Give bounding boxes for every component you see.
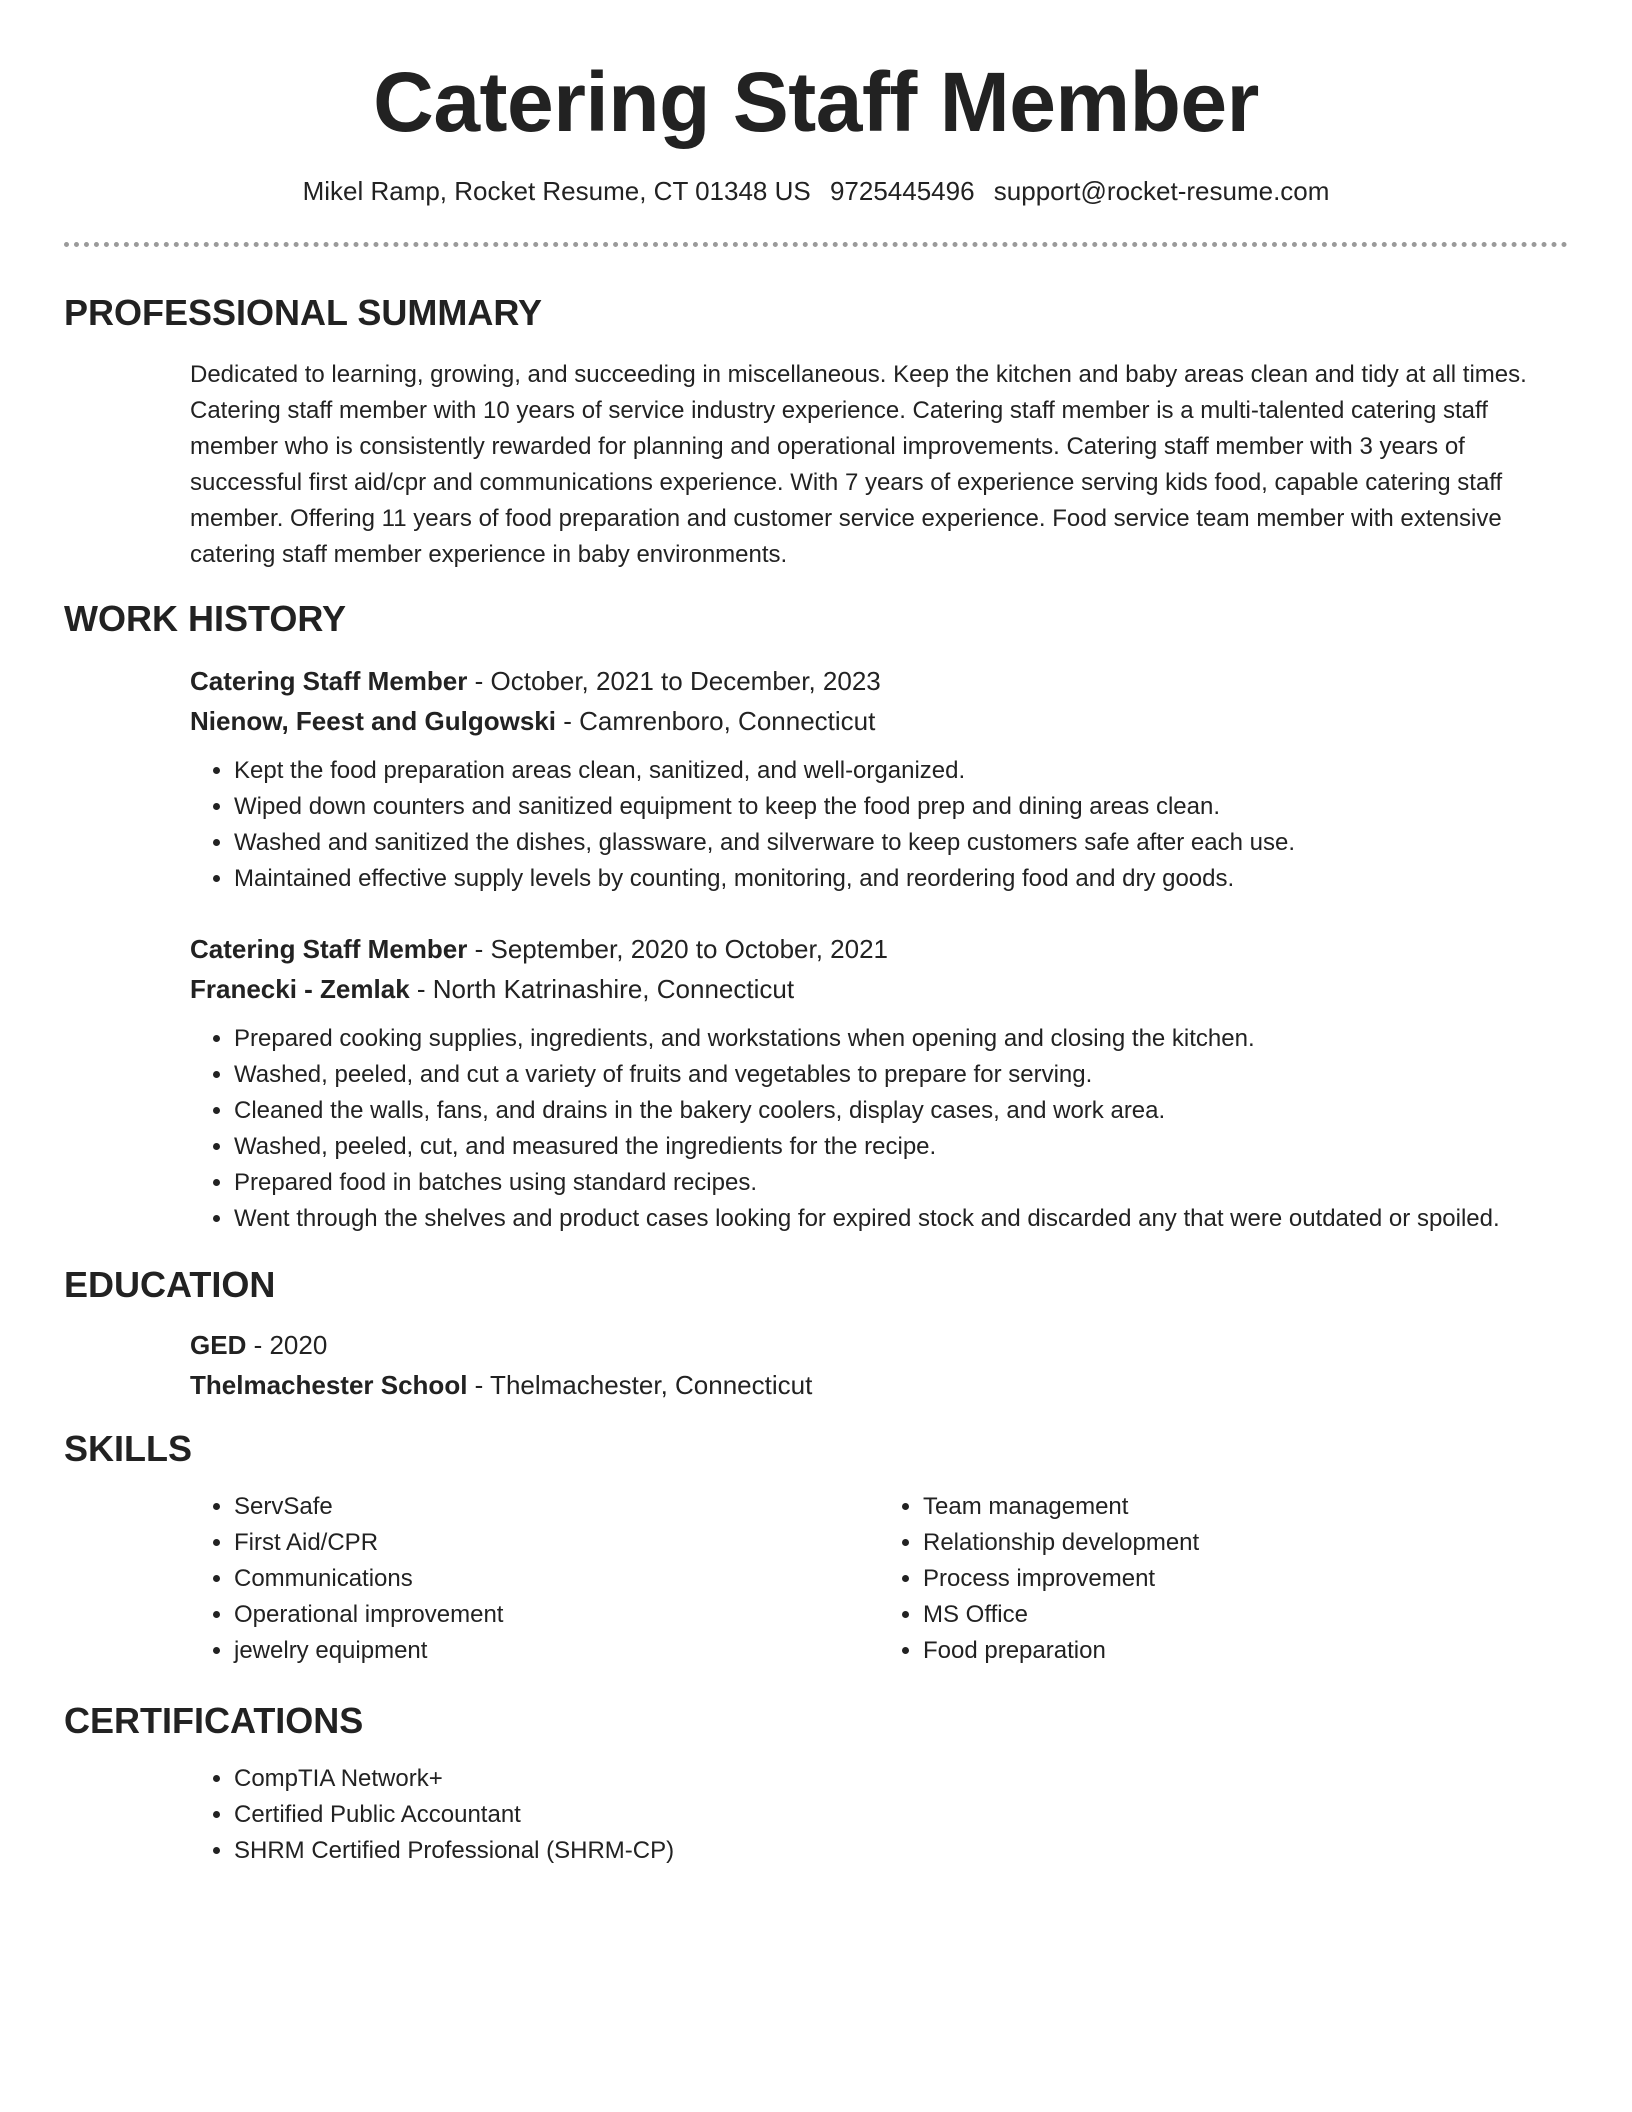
job-company: Nienow, Feest and Gulgowski [190, 706, 556, 736]
degree-line [190, 1325, 1568, 1365]
list-item: • MS Office [923, 1597, 1568, 1633]
skills-list-right [879, 1489, 1568, 1669]
job-location: - North Katrinashire, Connecticut [409, 974, 795, 1004]
skills-section [64, 1427, 1568, 1669]
work-history-section [64, 597, 1568, 1237]
list-item: • Process improvement [923, 1561, 1568, 1597]
list-item: • Washed and sanitized the dishes, glassware, and silverware to keep customers safe after each use. [234, 825, 1568, 861]
list-item: • Cleaned the walls, fans, and drains in the bakery coolers, display cases, and work area. [234, 1093, 1568, 1129]
degree: GED [190, 1330, 247, 1360]
contact-line [64, 174, 1568, 208]
certifications-list [190, 1761, 1568, 1869]
job-duties-list [190, 1021, 1568, 1237]
job-dates: - September, 2020 to October, 2021 [467, 934, 888, 964]
list-item: • Maintained effective supply levels by counting, monitoring, and reordering food and dry goods. [234, 861, 1568, 897]
certifications-heading: CERTIFICATIONS [64, 1700, 364, 1741]
skills-list-left [190, 1489, 879, 1669]
job-duties-list [190, 753, 1568, 897]
contact-phone: 9725445496 [829, 176, 975, 206]
header-divider [64, 242, 1568, 247]
list-item: • First Aid/CPR [234, 1525, 879, 1561]
job-company-line [190, 701, 1568, 741]
list-item: • Went through the shelves and product cases looking for expired stock and discarded any that were outdated or spoiled. [234, 1201, 1568, 1237]
work-history-heading: WORK HISTORY [64, 598, 347, 639]
job-entry [190, 929, 1568, 1237]
list-item: • Communications [234, 1561, 879, 1597]
list-item: • Washed, peeled, and cut a variety of fruits and vegetables to prepare for serving. [234, 1057, 1568, 1093]
job-location: - Camrenboro, Connecticut [555, 706, 876, 736]
contact-address: Mikel Ramp, Rocket Resume, CT 01348 US [302, 176, 811, 206]
list-item: • Wiped down counters and sanitized equipment to keep the food prep and dining areas clean. [234, 789, 1568, 825]
list-item: • Relationship development [923, 1525, 1568, 1561]
list-item: • SHRM Certified Professional (SHRM-CP) [234, 1833, 1568, 1869]
resume-header [64, 0, 1568, 208]
job-company-line [190, 969, 1568, 1009]
job-entry [190, 661, 1568, 897]
education-heading: EDUCATION [64, 1264, 276, 1305]
list-item: • Kept the food preparation areas clean, sanitized, and well-organized. [234, 753, 1568, 789]
summary-heading: PROFESSIONAL SUMMARY [64, 292, 543, 333]
list-item: • Team management [923, 1489, 1568, 1525]
job-company: Franecki - Zemlak [190, 974, 410, 1004]
candidate-name: Catering Staff Member [373, 55, 1259, 149]
school-location: - Thelmachester, Connecticut [467, 1370, 813, 1400]
job-title-line [190, 929, 1568, 969]
school-line [190, 1365, 1568, 1405]
list-item: • Prepared cooking supplies, ingredients, and workstations when opening and closing the kitchen. [234, 1021, 1568, 1057]
resume-page [64, 0, 1568, 1869]
list-item: • CompTIA Network+ [234, 1761, 1568, 1797]
list-item: • Washed, peeled, cut, and measured the ingredients for the recipe. [234, 1129, 1568, 1165]
job-role: Catering Staff Member [190, 934, 468, 964]
school-name: Thelmachester School [190, 1370, 468, 1400]
job-title-line [190, 661, 1568, 701]
list-item: • ServSafe [234, 1489, 879, 1525]
job-role: Catering Staff Member [190, 666, 468, 696]
summary-text: Dedicated to learning, growing, and succeeding in miscellaneous. Keep the kitchen and baby areas clean and tidy at all times. Catering staff member with 10 years of service industry experience. Catering staff member is a multi-talented catering staff member who is consistently rewarded for planning and operational improvements. Catering staff member with 3 years of successful first aid/cpr and communications experience. With 7 years of experience serving kids food, capable catering staff member. Offering 11 years of food preparation and customer service experience. Food service team member with extensive catering staff member experience in baby environments. [190, 361, 1527, 568]
list-item: • Certified Public Accountant [234, 1797, 1568, 1833]
list-item: • Food preparation [923, 1633, 1568, 1669]
skills-heading: SKILLS [64, 1428, 193, 1469]
degree-year: - 2020 [246, 1330, 328, 1360]
contact-email: support@rocket-resume.com [993, 176, 1330, 206]
education-section [64, 1263, 1568, 1405]
certifications-section [64, 1699, 1568, 1869]
list-item: • Prepared food in batches using standard recipes. [234, 1165, 1568, 1201]
summary-section [64, 291, 1568, 573]
list-item: • Operational improvement [234, 1597, 879, 1633]
job-dates: - October, 2021 to December, 2023 [467, 666, 881, 696]
list-item: • jewelry equipment [234, 1633, 879, 1669]
